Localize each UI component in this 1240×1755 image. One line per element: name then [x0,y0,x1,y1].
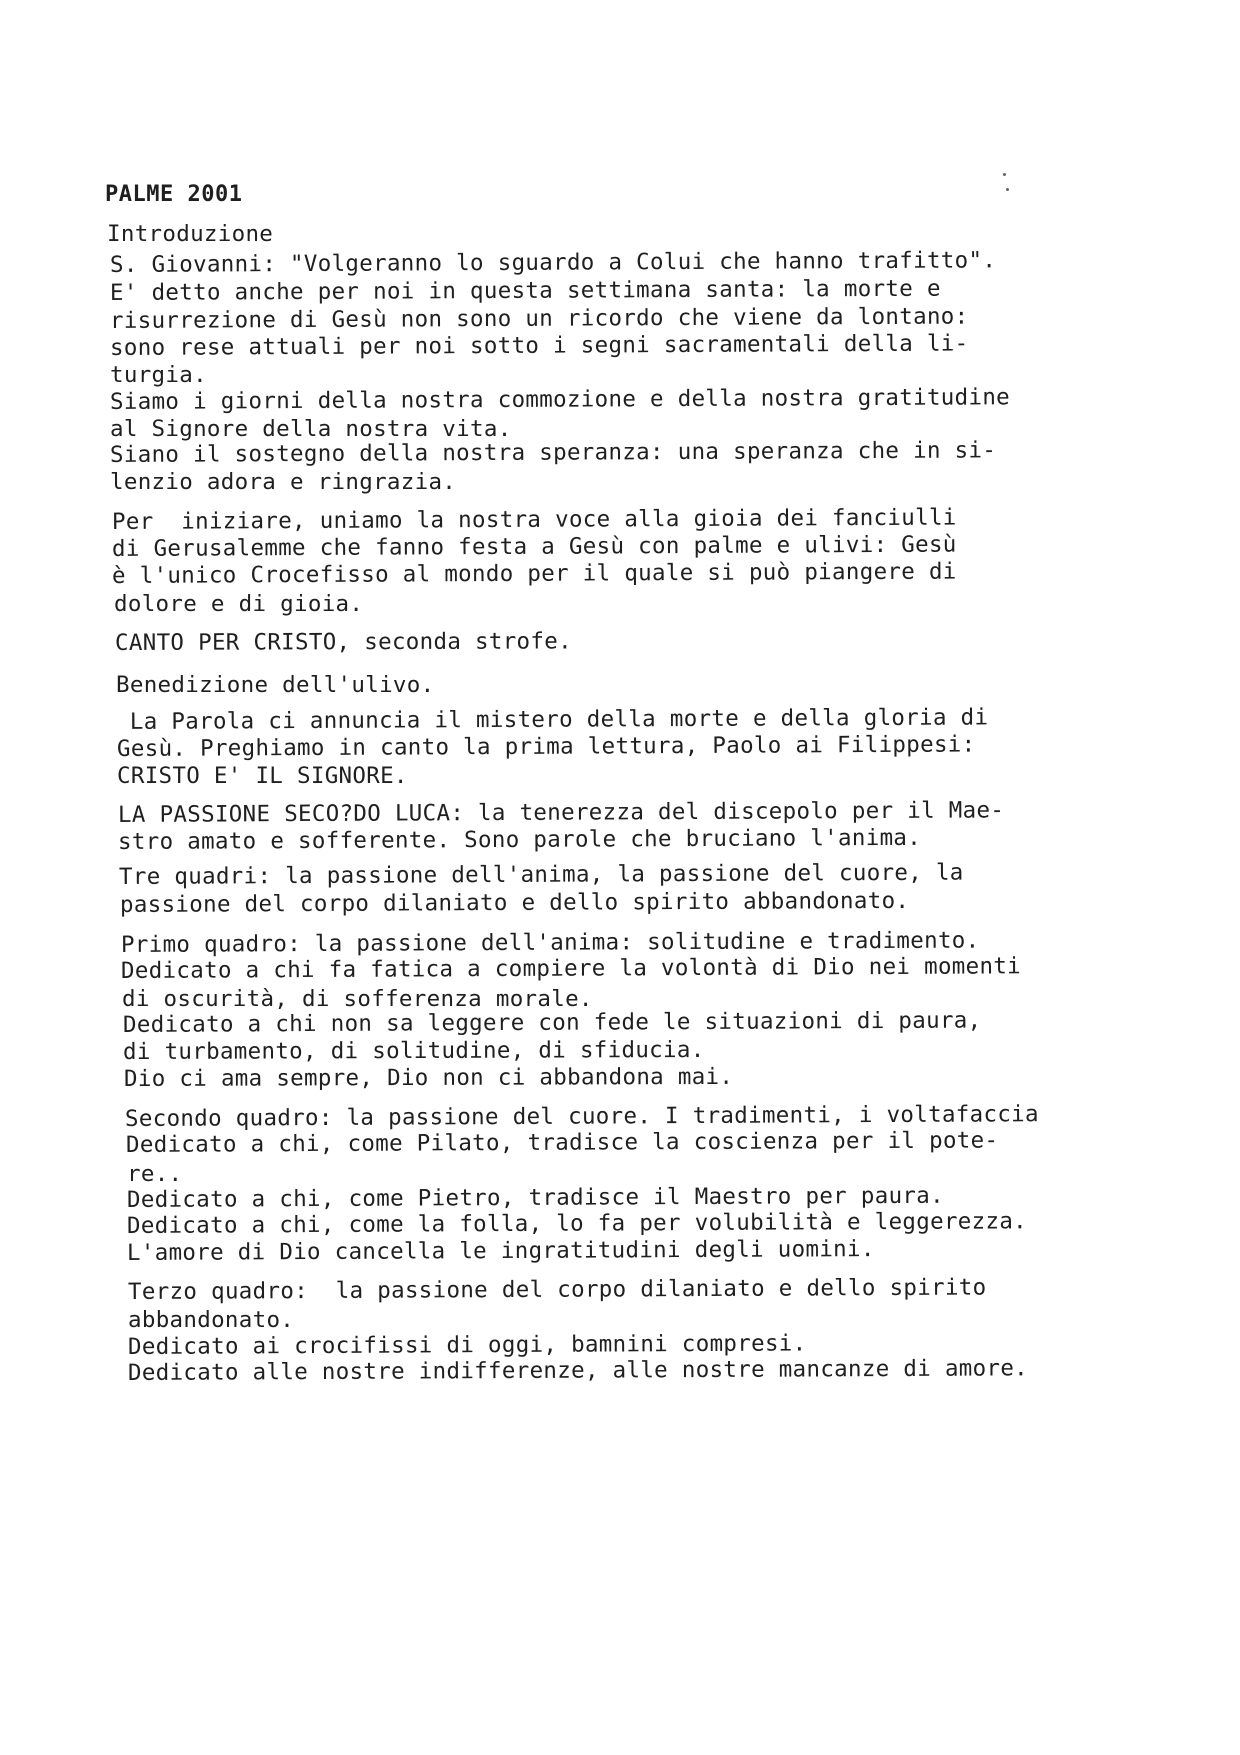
text-line: di turbamento, di solitudine, di sfiducia. [122,1036,705,1065]
text-line: Per iniziare, uniamo la nostra voce alla gioia dei fanciulli [111,504,957,535]
text-line: LA PASSIONE SECO?DO LUCA: la tenerezza del discepolo per il Mae- [117,797,1005,828]
text-line: Dedicato alle nostre indifferenze, alle nostre mancanze di amore. [127,1355,1029,1386]
text-line: Dedicato a chi, come Pietro, tradisce il Maestro per paura. [126,1182,944,1213]
text-line: Tre quadri: la passione dell'anima, la passione del cuore, la [118,859,964,890]
text-line: al Signore della nostra vita. [110,416,512,442]
text-line: L'amore di Dio cancella le ingratitudini degli uomini. [126,1236,875,1266]
text-line: è l'unico Crocefisso al mondo per il quale si può piangere di [111,558,957,589]
text-line: abbandonato. [128,1307,295,1333]
text-line: Dedicato a chi, come Pilato, tradisce la coscienza per il pote- [125,1127,999,1158]
text-line: Dedicato a chi fa fatica a compiere la volontà di Dio nei momenti [120,953,1022,984]
text-line: re.. [127,1161,183,1187]
text-line: E' detto anche per noi in questa settimana santa: la morte e [109,275,941,306]
text-line: sono rese attuali per noi sotto i segni sacramentali della li- [109,330,969,361]
text-line: Gesù. Preghiamo in canto la prima lettura, Paolo ai Filippesi: [116,731,976,762]
heading-introduzione: Introduzione [107,221,274,247]
text-line: di oscurità, di sofferenza morale. [122,986,593,1012]
text-line: risurrezione di Gesù non sono un ricordo che viene da lontano: [109,303,969,334]
text-line: S. Giovanni: "Volgeranno lo sguardo a Colui che hanno trafitto". [109,247,997,278]
text-line: dolore e di gioia. [114,591,364,617]
text-line: Secondo quadro: la passione del cuore. I tradimenti, i voltafaccia [124,1101,1039,1132]
text-line: stro amato e sofferente. Sono parole che bruciano l'anima. [117,824,922,855]
text-line: Primo quadro: la passione dell'anima: solitudine e tradimento. [120,927,980,958]
text-line: Dio ci ama sempre, Dio non ci abbandona mai. [123,1063,734,1092]
scan-speck [1003,173,1006,176]
text-line: Siamo i giorni della nostra commozione e della nostra gratitudine [109,384,1011,415]
text-line: CRISTO E' IL SIGNORE. [117,763,408,789]
text-line: passione del corpo dilaniato e dello spirito abbandonato. [119,887,910,918]
text-line: turgia. [110,362,207,388]
text-line: Dedicato ai crocifissi di oggi, bamnini compresi. [127,1330,807,1360]
text-line: di Gerusalemme che fanno festa a Gesù con palme e ulivi: Gesù [111,531,957,562]
text-line: Siano il sostegno della nostra speranza: una speranza che in si- [109,437,997,468]
text-line: Terzo quadro: la passione del corpo dilaniato e dello spirito [127,1274,987,1305]
document-title: PALME 2001 [105,182,243,207]
text-line: lenzio adora e ringrazia. [110,469,457,495]
text-line: Dedicato a chi non sa leggere con fede le situazioni di paura, [122,1007,982,1038]
text-line: La Parola ci annuncia il mistero della morte e della gloria di [115,704,989,735]
scan-speck [1006,188,1009,191]
text-line: CANTO PER CRISTO, seconda strofe. [114,628,572,656]
text-line: Dedicato a chi, come la folla, lo fa per volubilità e leggerezza. [126,1208,1028,1239]
text-line: Benedizione dell'ulivo. [116,672,435,698]
